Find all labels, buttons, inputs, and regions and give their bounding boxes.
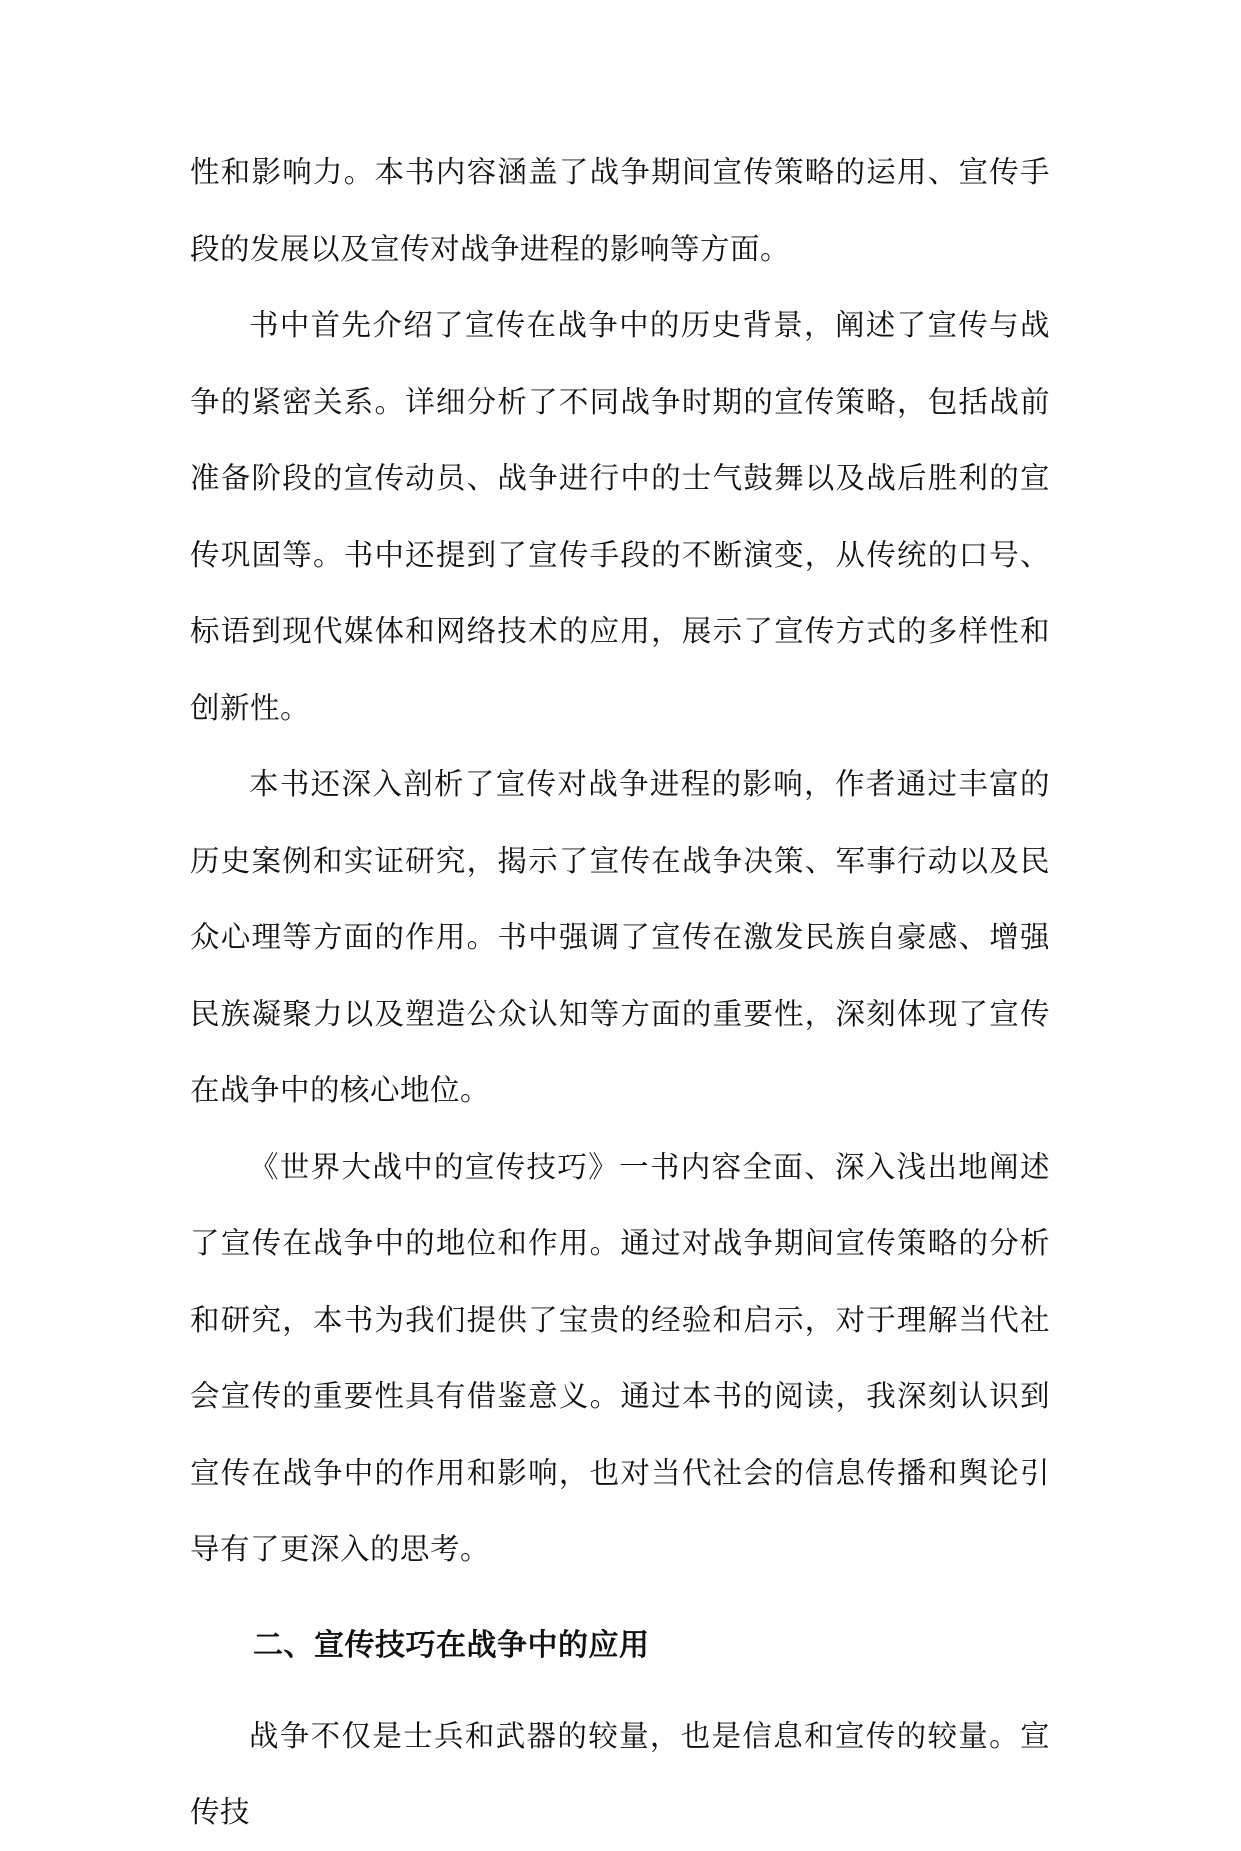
paragraph-continuation: 性和影响力。本书内容涵盖了战争期间宣传策略的运用、宣传手段的发展以及宣传对战争进程的影响等方面。 — [190, 155, 1050, 266]
paragraph-history-background: 书中首先介绍了宣传在战争中的历史背景，阐述了宣传与战争的紧密关系。详细分析了不同战争时期的宣传策略，包括战前准备阶段的宣传动员、战争进行中的士气鼓舞以及战后胜利的宣传巩固等。书中还提到了宣传手段的不断演变，从传统的口号、标语到现代媒体和网络技术的应用，展示了宣传方式的多样性和创新性。 — [190, 308, 1050, 725]
document-body — [190, 134, 1050, 1851]
paragraph-summary: 《世界大战中的宣传技巧》一书内容全面、深入浅出地阐述了宣传在战争中的地位和作用。通过对战争期间宣传策略的分析和研究，本书为我们提供了宝贵的经验和启示，对于理解当代社会宣传的重要性具有借鉴意义。通过本书的阅读，我深刻认识到宣传在战争中的作用和影响，也对当代社会的信息传播和舆论引导有了更深入的思考。 — [190, 1149, 1050, 1566]
paragraph-impact-analysis: 本书还深入剖析了宣传对战争进程的影响，作者通过丰富的历史案例和实证研究，揭示了宣传在战争决策、军事行动以及民众心理等方面的作用。书中强调了宣传在激发民族自豪感、增强民族凝聚力以及塑造公众认知等方面的重要性，深刻体现了宣传在战争中的核心地位。 — [190, 767, 1050, 1107]
paragraph-section-intro: 战争不仅是士兵和武器的较量，也是信息和宣传的较量。宣传技 — [190, 1718, 1050, 1829]
section-heading: 二、宣传技巧在战争中的应用 — [253, 1627, 650, 1663]
